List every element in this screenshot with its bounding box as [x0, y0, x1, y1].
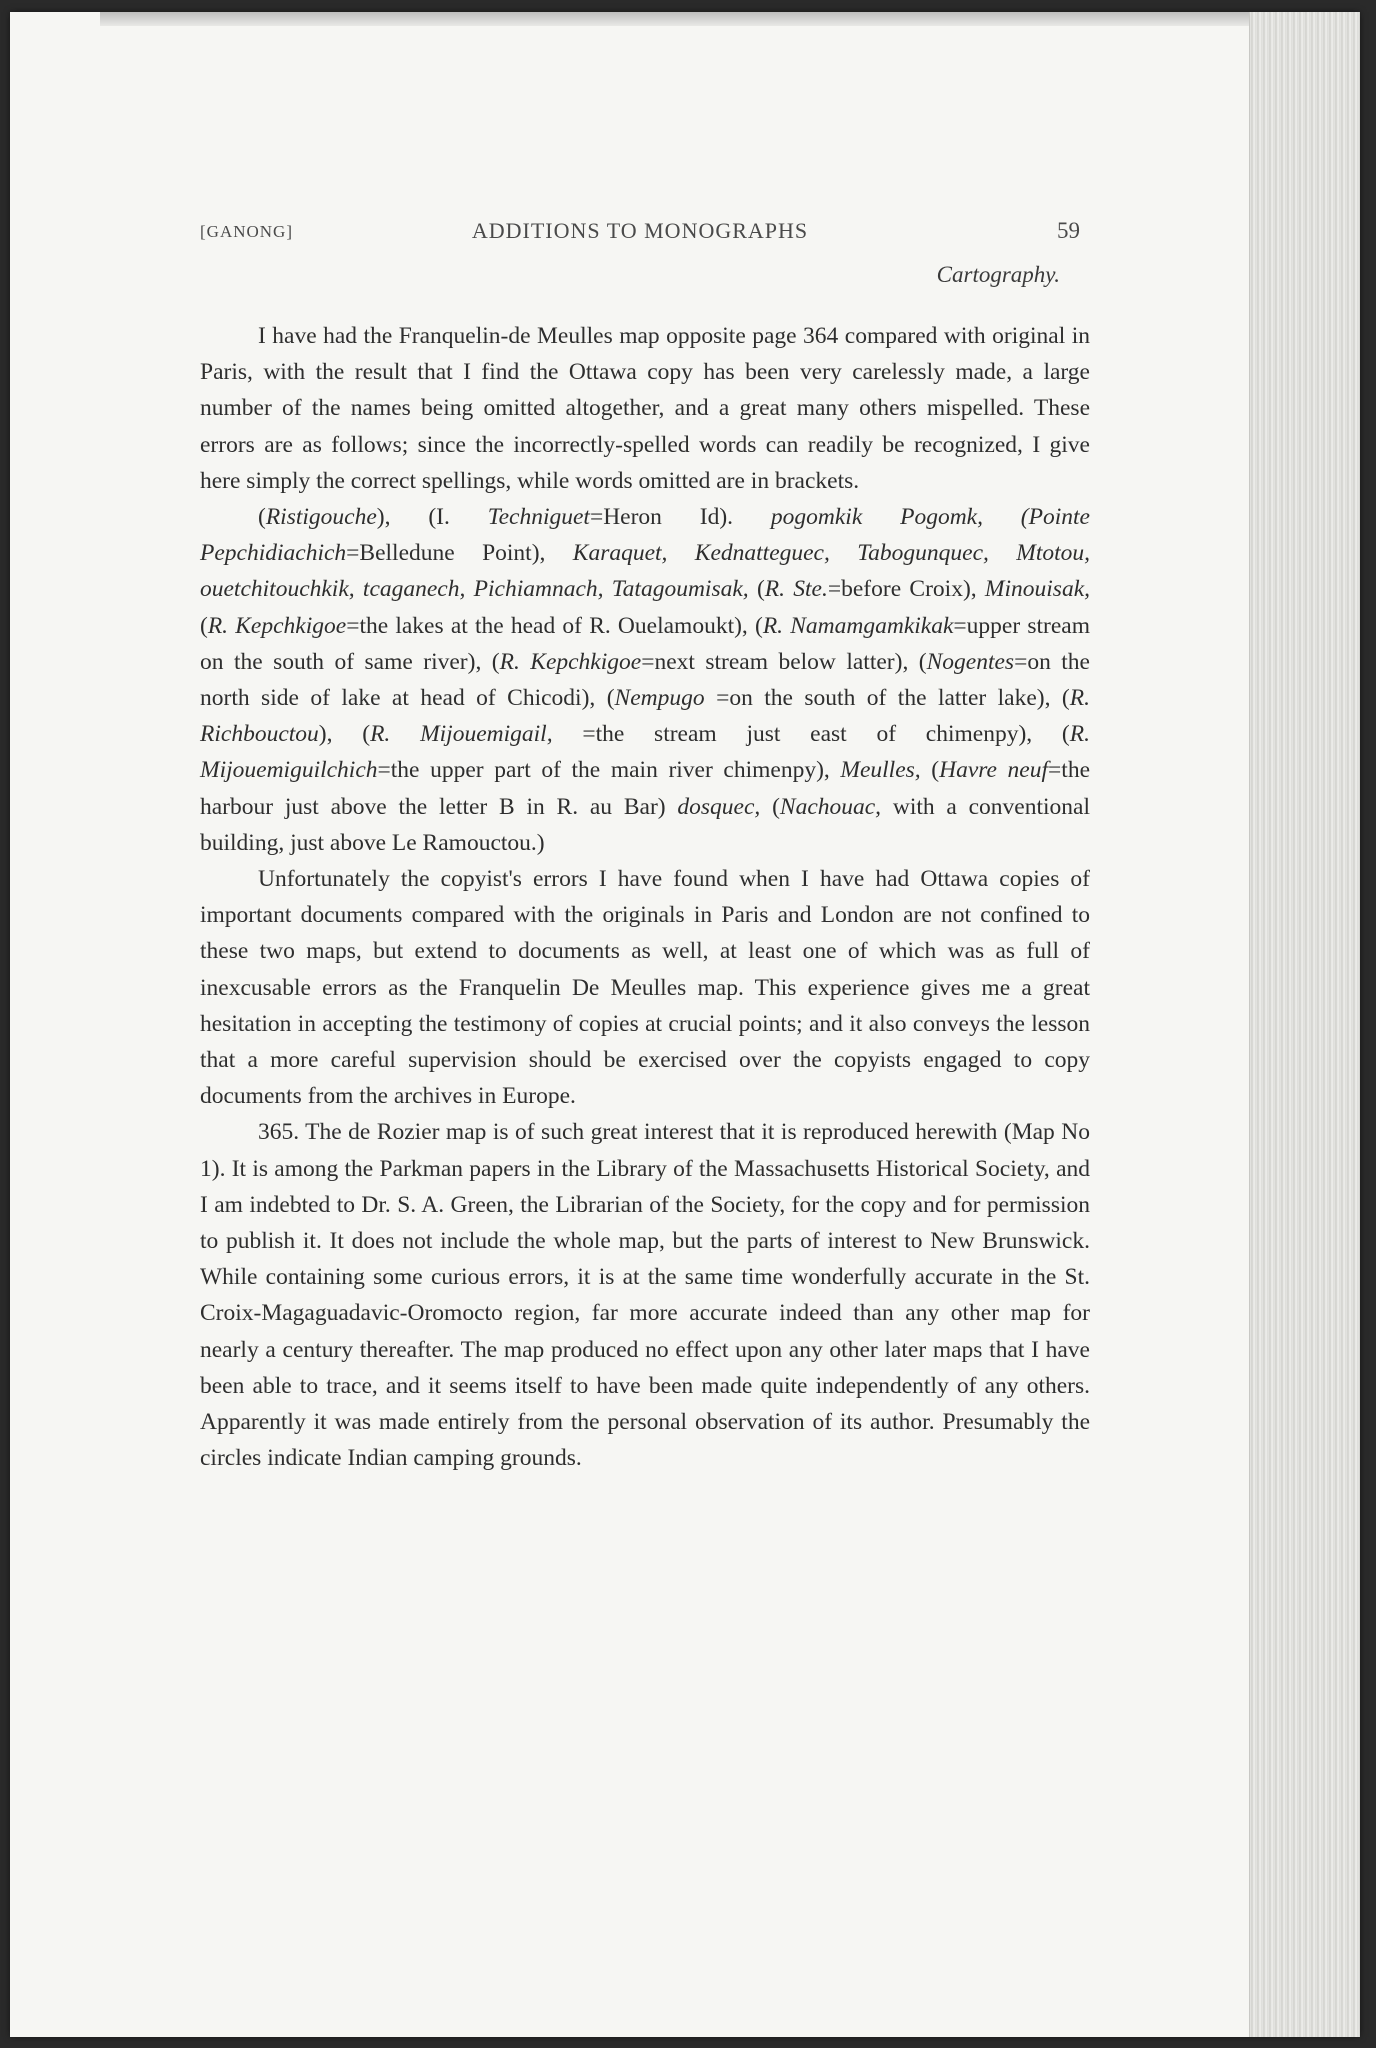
- text-run: (: [200, 612, 208, 639]
- text-run: I have had the Franquelin-de Meulles map opposite page 364 compared with original in Paris, with the result that I find the Ottawa copy has been very carelessly made, a large number of the names being omitted altogether, and a great many others mispelled. These errors are as follows; since the incorrectly-spelled words can readily be recognized, I give here simply the correct spellings, while words omitted are in brackets.: [200, 323, 1090, 494]
- italic-run: dosquec,: [677, 793, 761, 820]
- text-run: (: [748, 576, 765, 603]
- italic-run: pogomkik Pogomk, (Pointe Pepchidiachich: [200, 504, 1090, 567]
- book-page: [10, 12, 1360, 2037]
- italic-run: Karaquet, Kednatteguec, Tabogunquec, Mtotou, ouetchitouchkik, tcaganech, Pichiamnach, Tatagoumisak,: [200, 540, 1091, 603]
- text-run: 365. The de Rozier map is of such great interest that it is reproduced herewith (Map No 1). It is among the Parkman papers in the Library of the Massachusetts Historical Society, and I am indebted to Dr. S. A. Green, the Librarian of the Society, for the copy and for permission to publish it. It does not include the whole map, but the parts of interest to New Brunswick. While containing some curious errors, it is at the same time wonderfully accurate in the St. Croix-Magaguadavic-Oromocto region, far more accurate indeed than any other map for nearly a century thereafter. The map produced no effect upon any other later maps that I have been able to trace, and it seems itself to have been made quite independently of any others. Apparently it was made entirely from the personal observation of its author. Presumably the circles indicate Indian camping grounds.: [200, 1119, 1090, 1472]
- text-run: =the stream just east of chimenpy), (: [552, 721, 1070, 748]
- text-run: (: [760, 793, 780, 820]
- page-top-shadow: [100, 12, 1250, 26]
- text-run: with a conventional building, just above Le Ramouctou.): [200, 793, 1090, 856]
- text-run: (: [920, 757, 940, 784]
- text-run: ), (: [318, 721, 371, 748]
- text-run: =the harbour just above the letter B in R. au Bar): [200, 757, 1090, 820]
- text-run: ), (I.: [376, 504, 488, 531]
- italic-run: Nogentes: [926, 648, 1015, 675]
- running-head: [200, 218, 1080, 248]
- body-text: [200, 318, 1090, 1477]
- paragraph-4: [200, 1114, 1090, 1476]
- italic-run: R. Kepchkigoe: [499, 648, 642, 675]
- text-run: =the lakes at the head of R. Ouelamoukt), (: [346, 612, 763, 639]
- italic-run: R. Mijouemiguilchich: [200, 721, 1090, 784]
- italic-run: R. Ste.: [764, 576, 828, 603]
- italic-run: R. Kepchkigoe: [207, 612, 347, 639]
- section-label: Cartography.: [936, 262, 1060, 287]
- text-run: =the upper part of the main river chimenpy),: [377, 757, 841, 784]
- paragraph-1: [200, 318, 1090, 499]
- text-run: =next stream below latter), (: [641, 648, 927, 675]
- italic-run: Ristigouche: [265, 504, 377, 531]
- text-run: =before Croix),: [827, 576, 985, 603]
- italic-run: Meulles,: [840, 757, 921, 784]
- italic-run: Techniguet: [487, 504, 590, 531]
- text-run: =Belledune Point),: [346, 540, 573, 567]
- text-run: =Heron Id).: [589, 504, 771, 531]
- italic-run: Nachouac,: [779, 793, 882, 820]
- text-run: (: [258, 504, 266, 531]
- text-run: =on the north side of lake at head of Chicodi), (: [200, 648, 1090, 712]
- italic-run: Havre neuf: [939, 757, 1049, 784]
- paragraph-3: [200, 861, 1090, 1114]
- text-run: =upper stream on the south of same river), (: [200, 612, 1091, 675]
- italic-run: Minouisak,: [984, 576, 1091, 603]
- paragraph-2: [200, 499, 1090, 861]
- running-title: ADDITIONS TO MONOGRAPHS: [471, 218, 809, 243]
- italic-run: Nempugo: [614, 685, 705, 712]
- author-tag: [GANONG]: [200, 222, 293, 241]
- page-number: 59: [1057, 218, 1080, 243]
- italic-run: R. Mijouemigail,: [370, 721, 553, 748]
- italic-run: R. Richbouctou: [200, 685, 1090, 748]
- text-run: Unfortunately the copyist's errors I have found when I have had Ottawa copies of important documents compared with the originals in Paris and London are not confined to these two maps, but extend to documents as well, at least one of which was as full of inexcusable errors as the Franquelin De Meulles map. This experience gives me a great hesitation in accepting the testimony of copies at crucial points; and it also conveys the lesson that a more careful supervision should be exercised over the copyists engaged to copy documents from the archives in Europe.: [200, 866, 1090, 1110]
- italic-run: R. Namamgamkikak: [762, 612, 954, 639]
- page-edges: [1249, 12, 1360, 2037]
- text-run: =on the south of the latter lake), (: [704, 685, 1070, 712]
